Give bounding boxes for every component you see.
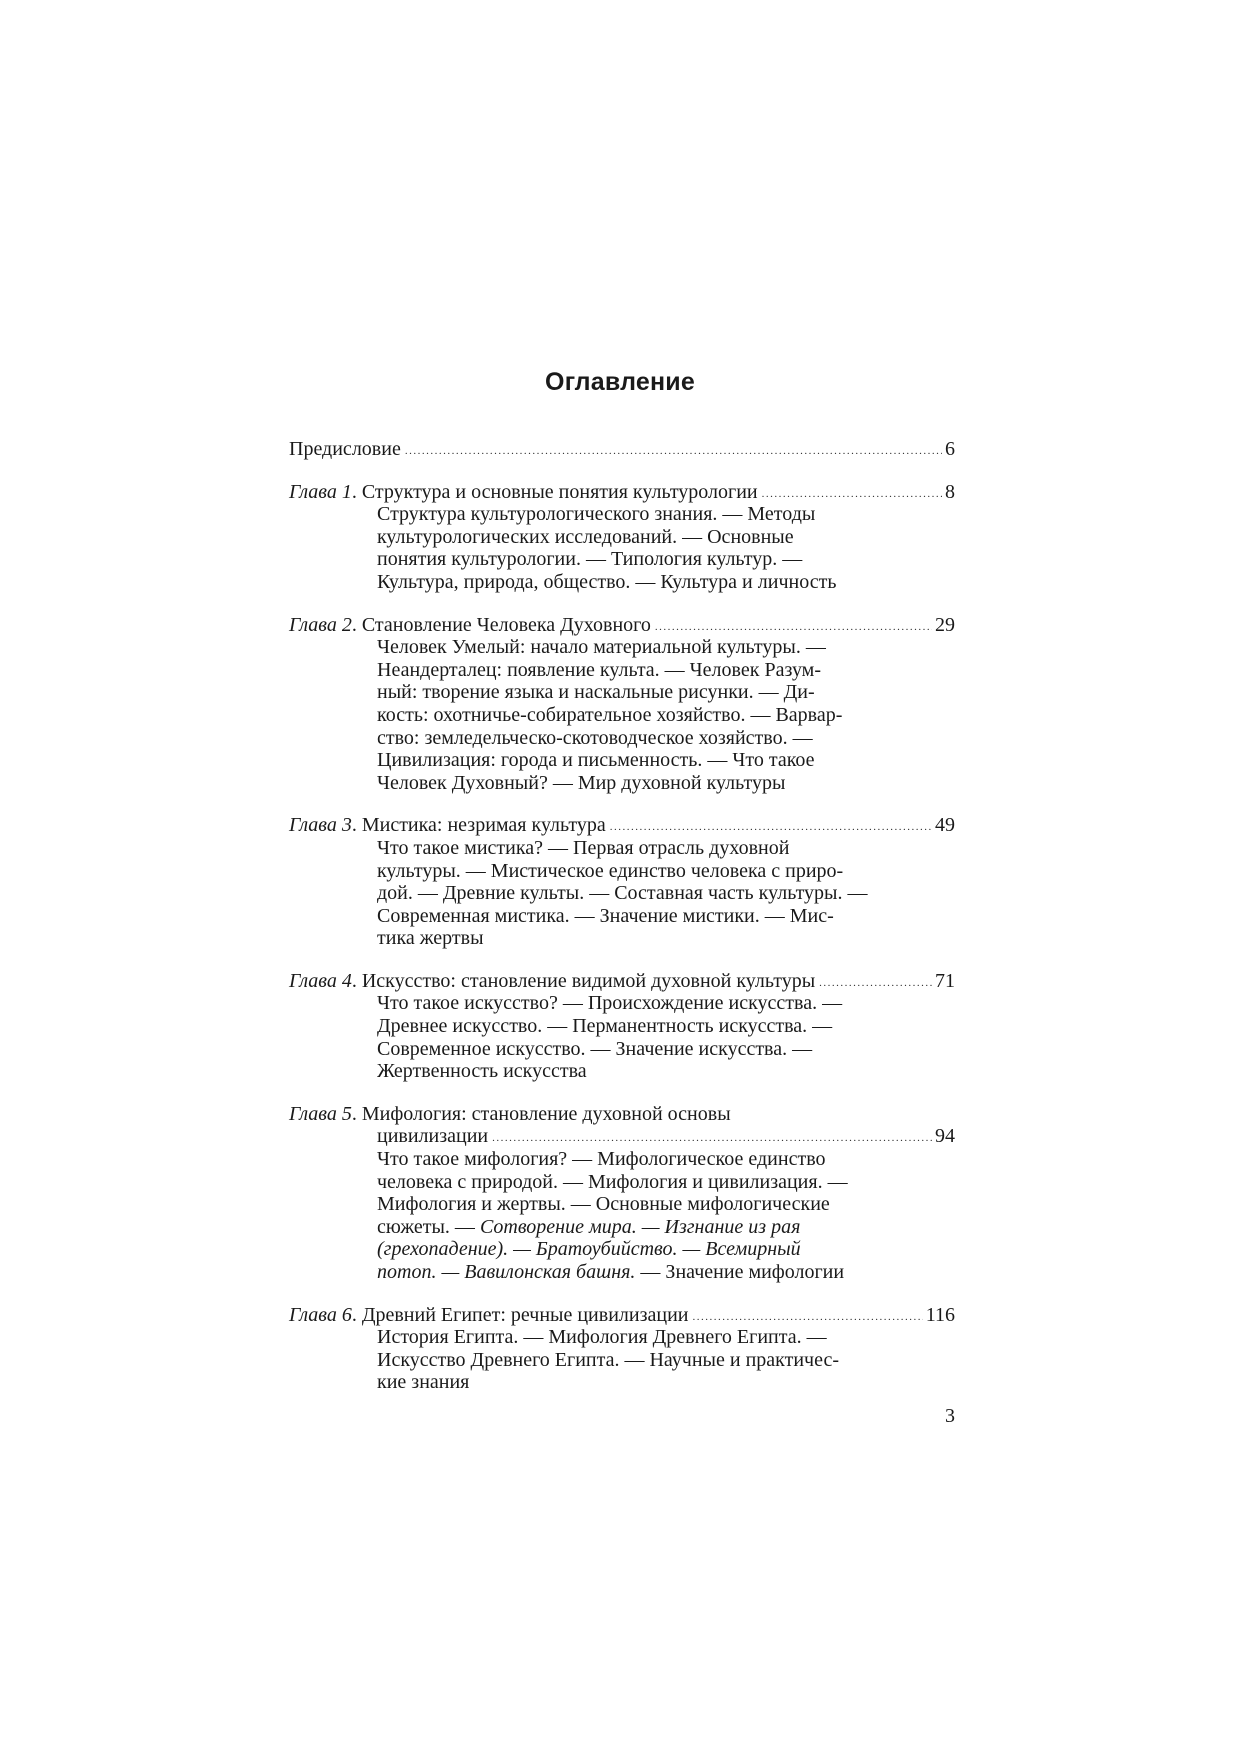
toc-entry-chapter-1[interactable] — [289, 481, 955, 594]
chapter-prefix: Глава 6 — [289, 1303, 352, 1326]
toc-page-number: 116 — [925, 1303, 955, 1326]
description-line: кость: охотничье-собирательное хозяйство. — Варвар- — [377, 703, 843, 726]
description-line: ство: земледельческо-скотоводческое хозяйство. — — [377, 726, 813, 749]
description-line: Искусство Древнего Египта. — Научные и практичес- — [377, 1348, 840, 1371]
description-line: Что такое искусство? — Происхождение искусства. — — [377, 992, 843, 1015]
toc-entry-chapter-4[interactable] — [289, 970, 955, 1083]
toc-entry-row — [289, 614, 955, 637]
description-italic: потоп. — Вавилонская башня. — [377, 1261, 636, 1283]
toc-entry-row — [289, 1304, 955, 1327]
toc-page-number: 94 — [935, 1125, 955, 1148]
description-text: сюжеты. — — [377, 1215, 480, 1238]
chapter-description — [289, 636, 897, 794]
page-number: 3 — [945, 1405, 955, 1427]
toc-entry-chapter-2[interactable] — [289, 614, 955, 795]
description-line: Жертвенность искусства — [377, 1060, 587, 1083]
description-line — [377, 1261, 897, 1284]
chapter-prefix: Глава 5 — [289, 1102, 352, 1125]
description-line: Неандерталец: появление культа. — Человек Разум- — [377, 658, 821, 681]
description-line: Мифология и жертвы. — Основные мифологические — [377, 1193, 830, 1216]
toc-entry-label: Предисловие — [289, 438, 401, 460]
chapter-description — [289, 503, 897, 593]
description-line: Структура культурологического знания. — Методы — [377, 503, 816, 526]
leader-dots — [692, 1312, 922, 1323]
chapter-prefix: Глава 3 — [289, 814, 352, 837]
toc-page-number: 6 — [945, 438, 955, 460]
description-line: Современное искусство. — Значение искусства. — — [377, 1037, 813, 1060]
description-line: понятия культурологии. — Типология культур. — — [377, 548, 803, 571]
description-line: Цивилизация: города и письменность. — Что такое — [377, 749, 815, 772]
chapter-title: . Искусство: становление видимой духовной культуры — [351, 969, 816, 992]
chapter-description — [289, 837, 897, 950]
toc-page-number: 8 — [945, 480, 955, 503]
chapter-title-continuation: цивилизации — [377, 1125, 489, 1148]
toc-entry-label — [289, 481, 758, 504]
chapter-prefix: Глава 2 — [289, 613, 352, 636]
description-line: Что такое мистика? — Первая отрасль духовной — [377, 836, 790, 859]
toc-entry-row — [289, 438, 955, 461]
description-text: — Значение мифологии — [635, 1261, 845, 1283]
chapter-description — [289, 1148, 897, 1284]
toc-entry-label — [289, 1103, 731, 1126]
description-line: человека с природой. — Мифология и цивилизация. — — [377, 1170, 848, 1193]
table-of-contents — [289, 438, 955, 1394]
description-line — [377, 1238, 897, 1261]
toc-entry-label — [289, 814, 606, 837]
toc-entry-label — [289, 614, 651, 637]
leader-dots — [762, 489, 942, 500]
toc-entry-row — [289, 814, 955, 837]
toc-entry-label — [289, 1304, 688, 1327]
description-line: кие знания — [377, 1371, 470, 1394]
chapter-prefix: Глава 1 — [289, 480, 352, 503]
chapter-description — [289, 992, 897, 1082]
toc-entry-row-first — [289, 1103, 955, 1126]
toc-entry-chapter-3[interactable] — [289, 814, 955, 950]
leader-dots — [655, 622, 932, 633]
toc-page-number: 71 — [935, 969, 955, 992]
toc-entry-label — [289, 970, 815, 993]
description-line: ный: творение языка и наскальные рисунки. — Ди- — [377, 681, 815, 704]
description-line — [377, 1216, 897, 1239]
leader-dots — [610, 822, 932, 833]
leader-dots — [492, 1133, 932, 1144]
description-line: Современная мистика. — Значение мистики. — Мис- — [377, 904, 834, 927]
chapter-title: . Мистика: незримая культура — [351, 814, 606, 837]
toc-entry-row — [289, 970, 955, 993]
chapter-title: . Мифология: становление духовной основы — [351, 1102, 731, 1125]
chapter-title: . Древний Египет: речные цивилизации — [351, 1303, 689, 1326]
toc-entry-chapter-6[interactable] — [289, 1304, 955, 1394]
description-line: Древнее искусство. — Перманентность искусства. — — [377, 1015, 833, 1038]
chapter-description — [289, 1326, 897, 1394]
chapter-title: . Структура и основные понятия культурологии — [351, 480, 758, 503]
description-line: Человек Духовный? — Мир духовной культуры — [377, 771, 786, 794]
description-line: культуры. — Мистическое единство человека с приро- — [377, 859, 844, 882]
toc-entry-preface[interactable] — [289, 438, 955, 461]
description-line: История Египта. — Мифология Древнего Египта. — — [377, 1326, 827, 1349]
description-line: дой. — Древние культы. — Составная часть культуры. — — [377, 882, 868, 905]
toc-page-number: 49 — [935, 814, 955, 837]
leader-dots — [405, 446, 942, 457]
page-title: Оглавление — [545, 368, 695, 396]
description-line: культурологических исследований. — Основные — [377, 525, 794, 548]
toc-page-number: 29 — [935, 613, 955, 636]
chapter-title: . Становление Человека Духовного — [351, 613, 651, 636]
toc-entry-chapter-5[interactable] — [289, 1103, 955, 1284]
description-line: Человек Умелый: начало материальной культуры. — — [377, 636, 826, 659]
description-italic: Сотворение мира. — Изгнание из рая — [479, 1215, 801, 1238]
description-italic: (грехопадение). — Братоубийство. — Всемирный — [377, 1238, 801, 1261]
leader-dots — [819, 978, 932, 989]
description-line: тика жертвы — [377, 927, 484, 950]
description-line: Что такое мифология? — Мифологическое единство — [377, 1148, 826, 1171]
chapter-prefix: Глава 4 — [289, 969, 352, 992]
toc-entry-row — [289, 1125, 955, 1148]
toc-entry-row — [289, 481, 955, 504]
description-line: Культура, природа, общество. — Культура и личность — [377, 570, 837, 593]
